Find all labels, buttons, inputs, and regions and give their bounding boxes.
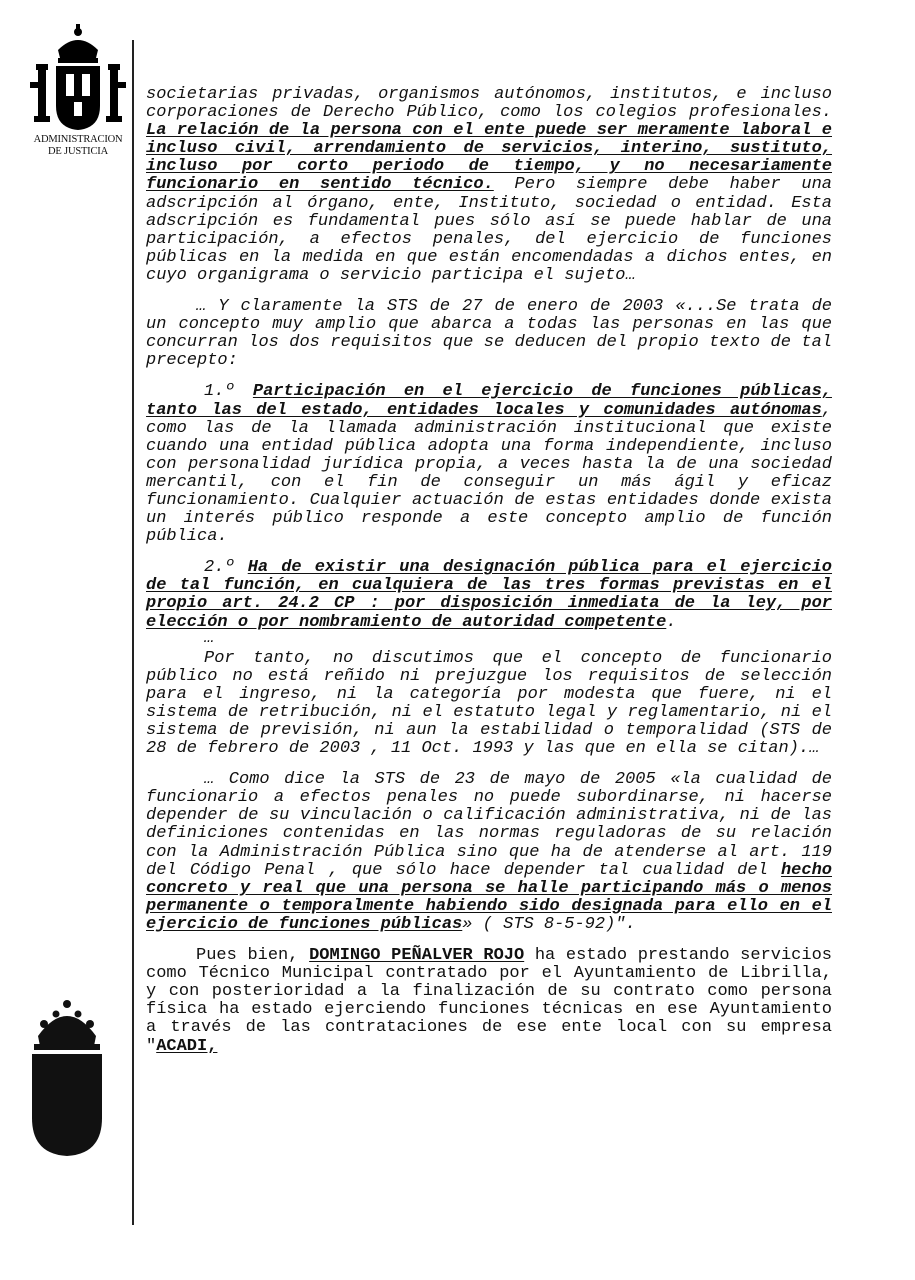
paragraph-pues-bien: [146, 947, 832, 1056]
list-number: 2.º: [204, 558, 248, 578]
emphasized-text: La relación de la persona con el ente puede ser meramente laboral e incluso civil, arrendamiento de servicios, interino, sustituto, incluso por corto periodo de tiempo, y no necesariamente funcionario en sentido técnico.: [146, 121, 832, 195]
crown-shield-icon: [28, 20, 128, 132]
text-segment: .: [666, 612, 677, 632]
text-segment: ha estado prestando servicios como Técnico Municipal contratado por el Ayuntamiento de Librilla, y con posterioridad a la finalización de su contrato como persona física ha estado ejerciendo funciones técnicas en ese Ayuntamiento a través de las contrataciones de ese ente local con su empresa ": [146, 946, 832, 1056]
text-segment: Pero siempre debe haber una adscripción al órgano, ente, Instituto, sociedad o entidad. Esta adscripción es fundamental pues sólo así se puede hablar de una participación, a efectos penales, del ejercicio de funciones públicas en la medida en que están encomendadas a dichos entes, en cuyo organigrama o servicio participa el sujeto…: [146, 175, 832, 285]
text-segment: » ( STS 8-5-92)".: [462, 914, 636, 934]
paragraph-por-tanto: [146, 650, 832, 759]
paragraph-sts-2005: [146, 771, 832, 934]
crowned-shield-icon: [28, 998, 106, 1158]
document-body: [146, 86, 832, 1069]
emphasized-text: Ha de existir una designación pública para el ejercicio de tal función, en cualquiera de las tres formas previstas en el propio art. 24.2 CP : por disposición inmediata de la ley, por elección o por nombramiento de autoridad competente: [146, 558, 833, 632]
logo-caption-line2: DE JUSTICIA: [48, 146, 108, 157]
list-number: 1.º: [204, 382, 253, 402]
justice-coat-of-arms-logo: [28, 20, 128, 160]
text-segment: … Como dice la STS de 23 de mayo de 2005 «la cualidad de funcionario a efectos penales no puede subordinarse, ni hacerse depender de su vinculación o calificación administrativa, ni de las definiciones contenidas en las normas reguladoras de su relación con la Administración Pública sino que ha de atenderse al art. 119 del Código Penal , que sólo hace depender tal cualidad del: [146, 770, 832, 880]
watermark-crest-logo: [28, 998, 106, 1158]
paragraph-requirement-1: [146, 383, 832, 546]
text-segment: Por tanto, no discutimos que el concepto de funcionario público no está reñido ni prejuzgue los requisitos de selección para el ingreso, ni la categoría por modesta que fuere, ni el sistema de retribución, ni el estatuto legal y reglamentario, ni el sistema de previsión, ni aun la estabilidad o temporalidad (STS de 28 de febrero de 2003 , 11 Oct. 1993 y las que en ella se citan).…: [146, 648, 832, 759]
text-segment: societarias privadas, organismos autónomos, institutos, e incluso corporaciones de Derecho Público, como los colegios profesionales.: [146, 85, 832, 123]
emphasized-text: Participación en el ejercicio de funciones públicas, tanto las del estado, entidades locales y comunidades autónomas: [146, 382, 832, 420]
emphasized-text: hecho concreto y real que una persona se halle participando más o menos permanente o temporalmente habiendo sido designada para ello en el ejercicio de funciones públicas: [146, 860, 832, 934]
paragraph-sts-2003: [146, 298, 832, 370]
text-segment: Pues bien,: [196, 946, 310, 966]
company-name: ACADI,: [156, 1036, 218, 1056]
paragraph-requirement-2: [146, 558, 833, 648]
person-name: DOMINGO PEÑALVER ROJO: [309, 946, 525, 966]
omission-ellipsis: …: [204, 628, 215, 648]
text-segment: … Y claramente la STS de 27 de enero de 2003 «...Se trata de un concepto muy amplio que abarca a todas las personas en las que concurran los dos requisitos que se deducen del propio texto de tal precepto:: [146, 297, 832, 371]
paragraph-adscripcion: [146, 86, 832, 285]
text-segment: , como las de la llamada administración institucional que existe cuando una entidad pública adopta una forma independiente, incluso con personalidad jurídica propia, a veces hasta la de una sociedad mercantil, con el fin de conseguir un más ágil y eficaz funcionamiento. Cualquier actuación de estas entidades donde exista un interés público responde a este concepto amplio de función pública.: [146, 400, 832, 547]
logo-caption-line1: ADMINISTRACION: [33, 134, 123, 145]
margin-rule: [132, 40, 134, 1225]
